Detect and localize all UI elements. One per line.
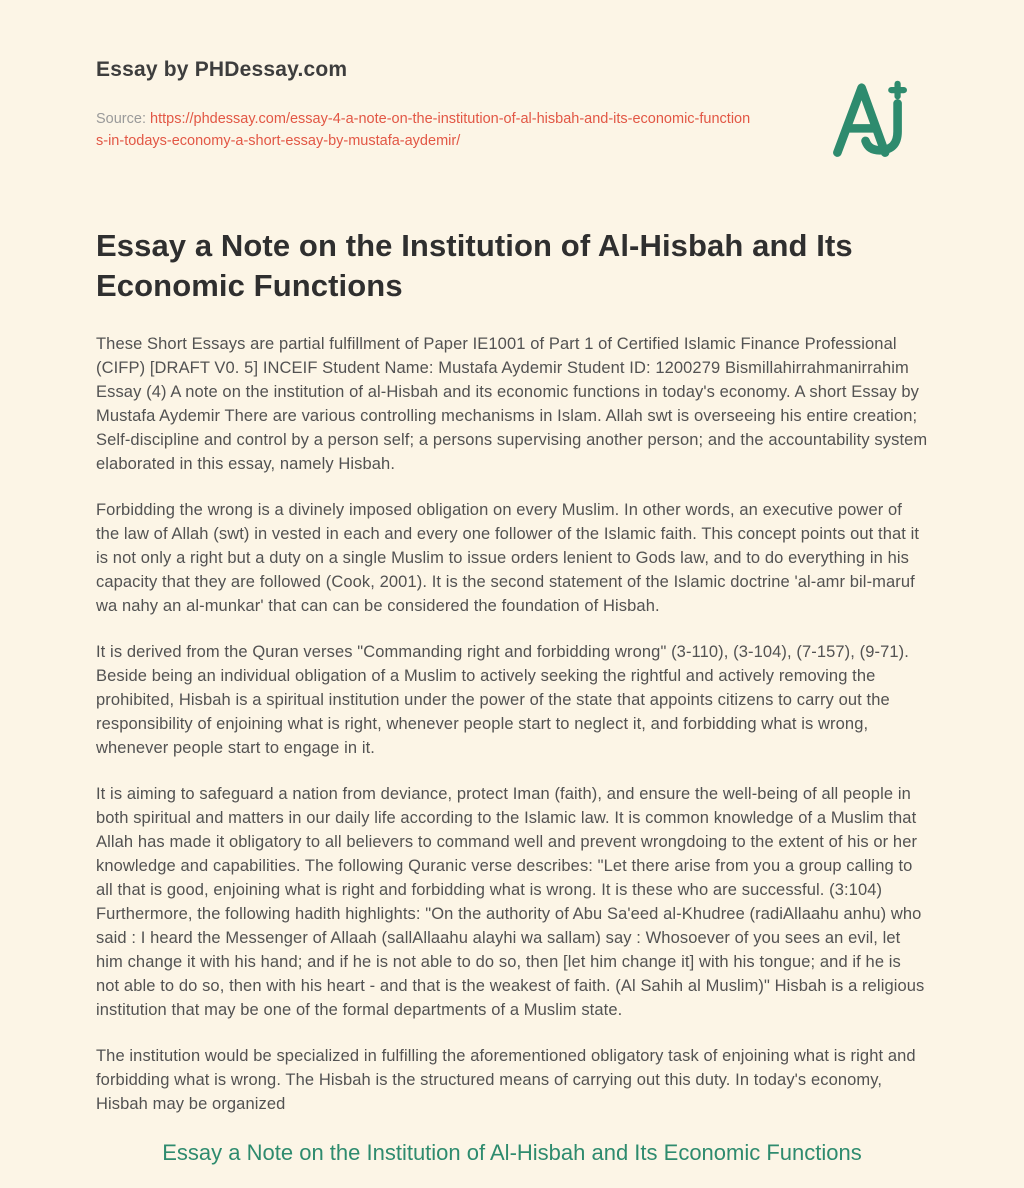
- phdessay-logo: [828, 76, 914, 162]
- phdessay-logo-icon: [828, 76, 914, 162]
- page-header-row: [96, 58, 928, 162]
- header-left: [96, 58, 756, 152]
- essay-paragraph: It is derived from the Quran verses "Commanding right and forbidding wrong" (3-110), (3-104), (7-157), (9-71). Beside being an individual obligation of a Muslim to actively seeking the rightful and actively removing the prohibited, Hisbah is a spiritual institution under the power of the state that appoints citizens to carry out the responsibility of enjoining what is right, whenever people start to neglect it, and forbidding what is wrong, whenever people start to engage in it.: [96, 643, 909, 757]
- essay-paragraph: The institution would be specialized in fulfilling the aforementioned obligatory task of enjoining what is right and forbidding what is wrong. The Hisbah is the structured means of carrying out this duty. In today's economy, Hisbah may be organized: [96, 1047, 916, 1113]
- footer-citation: Essay a Note on the Institution of Al-Hisbah and Its Economic Functions: [162, 1140, 862, 1165]
- source-line: [96, 108, 756, 152]
- essay-paragraph: Forbidding the wrong is a divinely imposed obligation on every Muslim. In other words, an executive power of the law of Allah (swt) in vested in each and every one follower of the Islamic faith. This concept points out that it is not only a right but a duty on a single Muslim to issue orders lenient to Gods law, and to do everything in his capacity that they are followed (Cook, 2001). It is the second statement of the Islamic doctrine 'al-amr bil-maruf wa nahy an al-munkar' that can can be considered the foundation of Hisbah.: [96, 501, 920, 615]
- site-title: Essay by PHDessay.com: [96, 58, 348, 81]
- essay-title: Essay a Note on the Institution of Al-Hisbah and Its Economic Functions: [96, 228, 853, 303]
- essay-paragraph: It is aiming to safeguard a nation from deviance, protect Iman (faith), and ensure the well-being of all people in both spiritual and matters in our daily life according to the Islamic law. It is common knowledge of a Muslim that Allah has made it obligatory to all believers to command well and prevent wrongdoing to the extent of his or her knowledge and capabilities. The following Quranic verse describes: "Let there arise from you a group calling to all that is good, enjoining what is right and forbidding what is wrong. It is these who are successful. (3:104) Furthermore, the following hadith highlights: "On the authority of Abu Sa'eed al-Khudree (radiAllaahu anhu) who said : I heard the Messenger of Allaah (sallAllaahu alayhi wa sallam) say : Whosoever of you sees an evil, let him change it with his hand; and if he is not able to do so, then [let him change it] with his tongue; and if he is not able to do so, then with his heart - and that is the weakest of faith. (Al Sahih al Muslim)" Hisbah is a religious institution that may be one of the formal departments of a Muslim state.: [96, 785, 925, 1019]
- essay-body: [96, 332, 928, 1116]
- essay-paragraph: These Short Essays are partial fulfillment of Paper IE1001 of Part 1 of Certified Islamic Finance Professional (CIFP) [DRAFT V0. 5] INCEIF Student Name: Mustafa Aydemir Student ID: 1200279 Bismillahirrahmanirrahim Essay (4) A note on the institution of al-Hisbah and its economic functions in today's economy. A short Essay by Mustafa Aydemir There are various controlling mechanisms in Islam. Allah swt is overseeing his entire creation; Self-discipline and control by a person self; a persons supervising another person; and the accountability system elaborated in this essay, namely Hisbah.: [96, 335, 928, 473]
- source-label: Source:: [96, 111, 146, 127]
- source-link[interactable]: https://phdessay.com/essay-4-a-note-on-the-institution-of-al-hisbah-and-its-economic-functions-in-todays-economy-a-short-essay-by-mustafa-aydemir/: [96, 111, 751, 149]
